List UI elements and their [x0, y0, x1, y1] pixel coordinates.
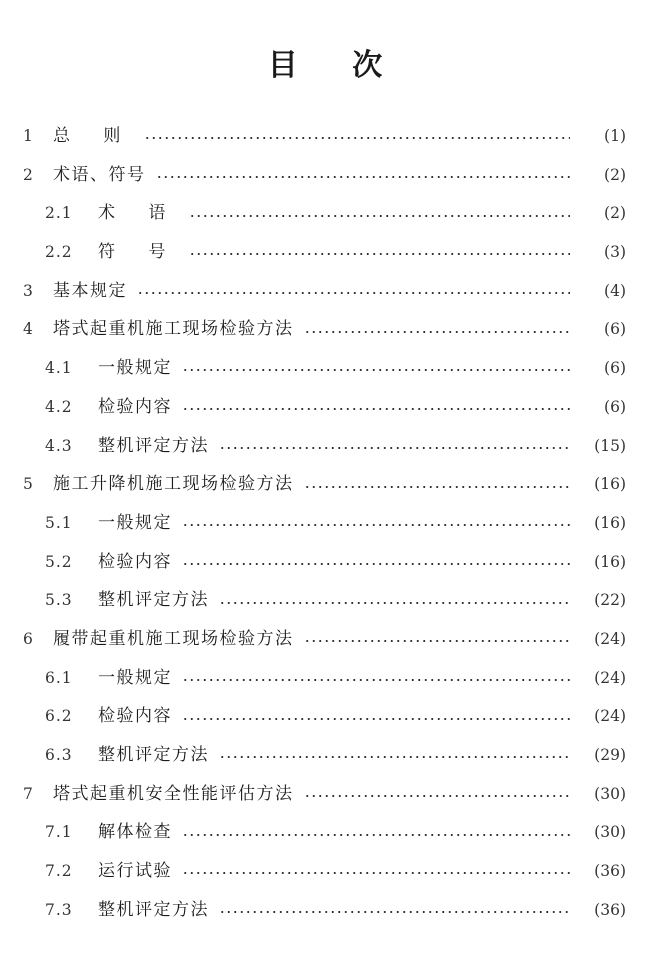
toc-dot-leader [182, 369, 570, 371]
toc-dot-leader [219, 447, 570, 449]
toc-entry-page-number: (24) [594, 629, 626, 648]
toc-dot-leader [182, 872, 570, 874]
toc-dot-leader [219, 602, 570, 604]
toc-entry-page-number: (24) [594, 707, 626, 726]
toc-entry[interactable] [0, 775, 650, 814]
toc-entry-title: 整机评定方法 [98, 590, 209, 611]
toc-entry[interactable] [0, 156, 650, 195]
toc-dot-leader [182, 834, 570, 836]
toc-entry[interactable] [0, 697, 650, 736]
toc-list [0, 117, 650, 929]
toc-entry-number: 5.1 [45, 513, 73, 532]
toc-entry-page-number: (24) [594, 668, 626, 687]
toc-entry-page-number: (16) [594, 475, 626, 494]
toc-entry-title: 总 则 [53, 126, 135, 146]
toc-dot-leader [182, 679, 570, 681]
toc-entry[interactable] [0, 891, 650, 930]
toc-entry-number: 4.2 [45, 397, 73, 416]
toc-entry[interactable] [0, 310, 650, 349]
toc-entry-number: 7 [23, 784, 34, 803]
toc-entry[interactable] [0, 233, 650, 272]
toc-entry-number: 5 [23, 475, 34, 494]
toc-entry-number: 2 [23, 165, 34, 184]
toc-entry[interactable] [0, 620, 650, 659]
toc-entry-title: 一般规定 [98, 358, 172, 379]
toc-entry-page-number: (6) [604, 359, 626, 378]
toc-entry-title: 塔式起重机施工现场检验方法 [53, 319, 294, 340]
toc-dot-leader [182, 563, 570, 565]
toc-dot-leader [189, 253, 570, 255]
toc-entry-number: 2.1 [45, 204, 73, 223]
toc-entry[interactable] [0, 813, 650, 852]
toc-entry[interactable] [0, 736, 650, 775]
toc-entry-number: 3 [23, 281, 34, 300]
toc-dot-leader [219, 911, 570, 913]
toc-entry-title: 术 语 [98, 203, 180, 224]
toc-dot-leader [189, 215, 570, 217]
toc-entry[interactable] [0, 543, 650, 582]
toc-entry-page-number: (6) [604, 320, 626, 339]
toc-dot-leader [304, 795, 571, 797]
toc-entry-page-number: (22) [594, 591, 626, 610]
toc-dot-leader [304, 331, 571, 333]
toc-entry-page-number: (6) [604, 397, 626, 416]
toc-entry-number: 7.1 [45, 823, 73, 842]
toc-dot-leader [304, 486, 571, 488]
toc-entry-page-number: (36) [594, 900, 626, 919]
toc-dot-leader [182, 718, 570, 720]
toc-entry-page-number: (16) [594, 552, 626, 571]
toc-entry-page-number: (4) [604, 281, 626, 300]
toc-entry-page-number: (30) [594, 823, 626, 842]
toc-entry-title: 施工升降机施工现场检验方法 [53, 474, 294, 495]
toc-entry[interactable] [0, 349, 650, 388]
toc-entry-title: 解体检查 [98, 822, 172, 843]
toc-entry-number: 7.2 [45, 862, 73, 881]
toc-dot-leader [182, 524, 570, 526]
toc-entry[interactable] [0, 504, 650, 543]
toc-entry[interactable] [0, 194, 650, 233]
toc-entry-title: 整机评定方法 [98, 435, 209, 456]
toc-dot-leader [182, 408, 570, 410]
toc-entry-number: 1 [23, 127, 34, 145]
toc-entry-number: 4.1 [45, 359, 73, 378]
toc-entry[interactable] [0, 659, 650, 698]
toc-entry-number: 6.2 [45, 707, 73, 726]
toc-entry-title: 整机评定方法 [98, 745, 209, 765]
toc-entry-number: 4 [23, 320, 34, 339]
toc-entry-page-number: (3) [604, 243, 626, 262]
toc-entry-page-number: (29) [594, 746, 626, 764]
toc-entry-title: 塔式起重机安全性能评估方法 [53, 783, 294, 804]
toc-dot-leader [304, 640, 571, 642]
toc-entry[interactable] [0, 272, 650, 311]
toc-entry[interactable] [0, 465, 650, 504]
toc-entry-number: 5.2 [45, 552, 73, 571]
toc-dot-leader [156, 176, 571, 178]
toc-entry-page-number: (36) [594, 862, 626, 881]
toc-entry-title: 运行试验 [98, 861, 172, 882]
toc-entry-number: 7.3 [45, 900, 73, 919]
toc-entry-page-number: (30) [594, 784, 626, 803]
toc-entry-title: 术语、符号 [53, 164, 146, 185]
toc-entry-number: 6 [23, 629, 34, 648]
toc-entry-page-number: (2) [604, 165, 626, 184]
toc-entry-page-number: (16) [594, 513, 626, 532]
toc-entry-page-number: (1) [604, 127, 626, 145]
toc-dot-leader [144, 137, 570, 139]
toc-entry-number: 6.1 [45, 668, 73, 687]
toc-entry[interactable] [0, 117, 650, 156]
toc-entry-number: 4.3 [45, 436, 73, 455]
toc-entry-title: 检验内容 [98, 706, 172, 727]
toc-entry-title: 符 号 [98, 242, 180, 263]
toc-entry-page-number: (15) [594, 436, 626, 455]
toc-entry-number: 2.2 [45, 243, 73, 262]
toc-dot-leader [219, 756, 570, 758]
toc-entry-title: 履带起重机施工现场检验方法 [53, 628, 294, 649]
toc-entry[interactable] [0, 852, 650, 891]
toc-entry-title: 整机评定方法 [98, 899, 209, 920]
toc-entry-title: 一般规定 [98, 512, 172, 533]
toc-entry[interactable] [0, 427, 650, 466]
toc-dot-leader [137, 292, 570, 294]
toc-entry-title: 检验内容 [98, 551, 172, 572]
toc-entry[interactable] [0, 581, 650, 620]
toc-entry-title: 一般规定 [98, 667, 172, 688]
toc-entry-number: 6.3 [45, 746, 73, 764]
toc-entry-title: 检验内容 [98, 396, 172, 417]
page-title: 目 次 [267, 48, 405, 83]
toc-entry-page-number: (2) [604, 204, 626, 223]
toc-entry-number: 5.3 [45, 591, 73, 610]
toc-entry-title: 基本规定 [53, 280, 127, 301]
toc-entry[interactable] [0, 388, 650, 427]
